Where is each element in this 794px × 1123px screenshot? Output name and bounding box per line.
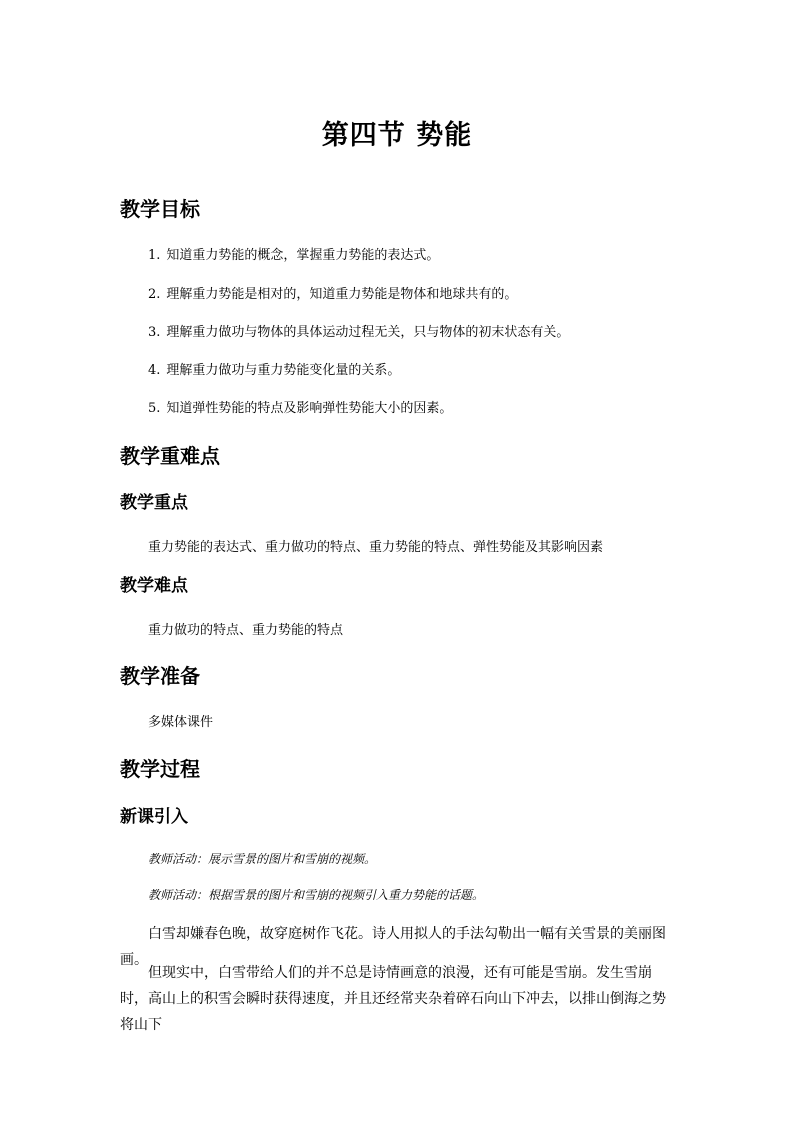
reality-paragraph (120, 960, 676, 1038)
objective-item-4 (148, 359, 400, 378)
difficult-heading: 教学难点 (120, 576, 188, 596)
objective-number: 1. (148, 248, 161, 263)
page-title: 第四节 势能 (321, 120, 473, 151)
objective-item-3 (148, 321, 569, 340)
preparation-text: 多媒体课件 (148, 715, 214, 730)
objectives-heading: 教学目标 (120, 197, 200, 221)
difficult-text: 重力做功的特点、重力势能的特点 (148, 623, 344, 638)
key-points-text: 重力势能的表达式、重力做功的特点、重力势能的特点、弹性势能及其影响因素 (148, 540, 604, 555)
teacher-activity-1: 教师活动：展示雪景的图片和雪崩的视频。 (148, 852, 377, 866)
objective-number: 4. (148, 363, 161, 378)
objective-text: 理解重力势能是相对的，知道重力势能是物体和地球共有的。 (166, 287, 518, 302)
objective-item-1 (148, 244, 439, 263)
objective-number: 3. (148, 325, 161, 340)
preparation-heading: 教学准备 (120, 664, 200, 688)
objective-number: 5. (148, 401, 161, 416)
objective-text: 知道重力势能的概念，掌握重力势能的表达式。 (166, 248, 440, 263)
objective-item-2 (148, 283, 517, 302)
teacher-activity-2: 教师活动：根据雪景的图片和雪崩的视频引入重力势能的话题。 (148, 888, 485, 902)
reality-paragraph-text: 但现实中，白雪带给人们的并不总是诗情画意的浪漫，还有可能是雪崩。发生雪崩时，高山上的积雪会瞬时获得速度，并且还经常夹杂着碎石向山下冲去，以排山倒海之势将山下 (120, 965, 666, 1033)
process-heading: 教学过程 (120, 757, 200, 781)
objective-text: 理解重力做功与物体的具体运动过程无关，只与物体的初末状态有关。 (166, 325, 570, 340)
key-difficult-heading: 教学重难点 (120, 444, 220, 468)
objective-number: 2. (148, 287, 161, 302)
key-points-heading: 教学重点 (120, 493, 188, 513)
objective-text: 理解重力做功与重力势能变化量的关系。 (166, 363, 401, 378)
objective-text: 知道弹性势能的特点及影响弹性势能大小的因素。 (166, 401, 453, 416)
poem-paragraph-text: 白雪却嫌春色晚，故穿庭树作飞花。诗人用拟人的手法勾勒出一幅有关雪景的美丽图画。 (120, 926, 666, 968)
objective-item-5 (148, 397, 452, 416)
intro-heading: 新课引入 (120, 807, 188, 827)
